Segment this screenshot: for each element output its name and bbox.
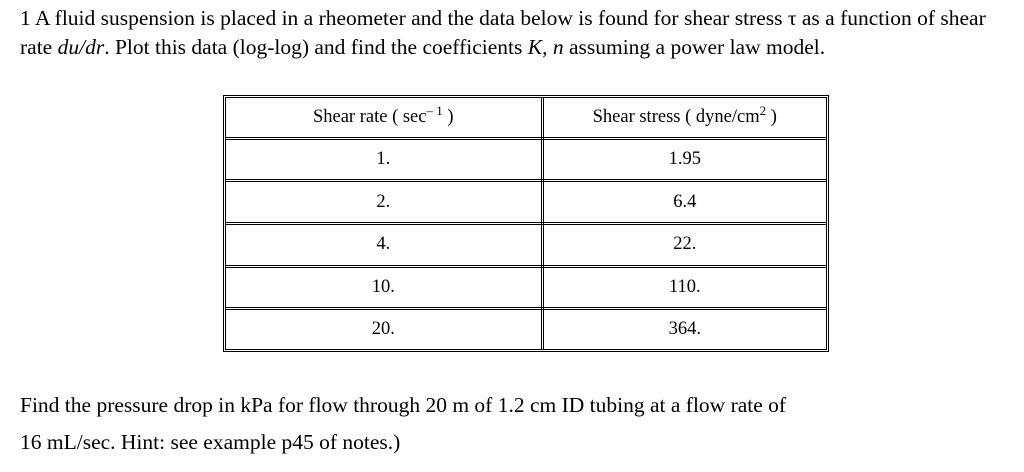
cell-shear-rate: 1. xyxy=(226,138,542,181)
cell-shear-rate: 20. xyxy=(226,309,542,349)
rheometer-data-table xyxy=(226,98,826,349)
table-row xyxy=(226,266,826,309)
cell-shear-stress: 1.95 xyxy=(542,138,826,181)
problem-mid2: . Plot this data (log-log) and find the coefficients xyxy=(104,35,528,59)
followup-line1: Find the pressure drop in kPa for flow through 20 m of 1.2 cm ID tubing at a flow rate of xyxy=(20,393,787,417)
cell-shear-stress: 110. xyxy=(542,266,826,309)
k-symbol: K xyxy=(527,35,543,59)
followup-question xyxy=(20,387,1000,461)
cell-shear-stress: 364. xyxy=(542,309,826,349)
header-stress-exponent: 2 xyxy=(759,102,767,118)
table-row xyxy=(226,181,826,224)
data-table-frame xyxy=(223,95,829,352)
cell-shear-stress: 22. xyxy=(542,223,826,266)
table-row xyxy=(226,223,826,266)
n-symbol: n xyxy=(552,35,564,59)
header-rate-exponent: – 1 xyxy=(426,102,443,118)
problem-prefix: 1 A fluid suspension is placed in a rheometer and the data below is found for shear stress xyxy=(20,6,788,30)
problem-mid1: as a function of shear rate xyxy=(20,6,986,59)
table-row xyxy=(226,309,826,349)
cell-shear-rate: 10. xyxy=(226,266,542,309)
shear-rate-symbol: du/dr xyxy=(57,35,105,59)
cell-shear-rate: 2. xyxy=(226,181,542,224)
table-header-row xyxy=(226,98,826,138)
problem-comma: , xyxy=(542,35,553,59)
cell-shear-stress: 6.4 xyxy=(542,181,826,224)
tau-symbol: τ xyxy=(787,6,797,30)
table-row xyxy=(226,138,826,181)
problem-statement xyxy=(20,4,1020,62)
header-shear-stress: Shear stress ( dyne/$cm^2$ ) xyxy=(542,98,826,138)
header-shear-rate: Shear rate ( $\sec^{- 1}$ ) xyxy=(226,98,542,138)
cell-shear-rate: 4. xyxy=(226,223,542,266)
followup-line2: 16 mL/sec. Hint: see example p45 of notes.) xyxy=(20,430,401,454)
problem-suffix: assuming a power law model. xyxy=(563,35,826,59)
